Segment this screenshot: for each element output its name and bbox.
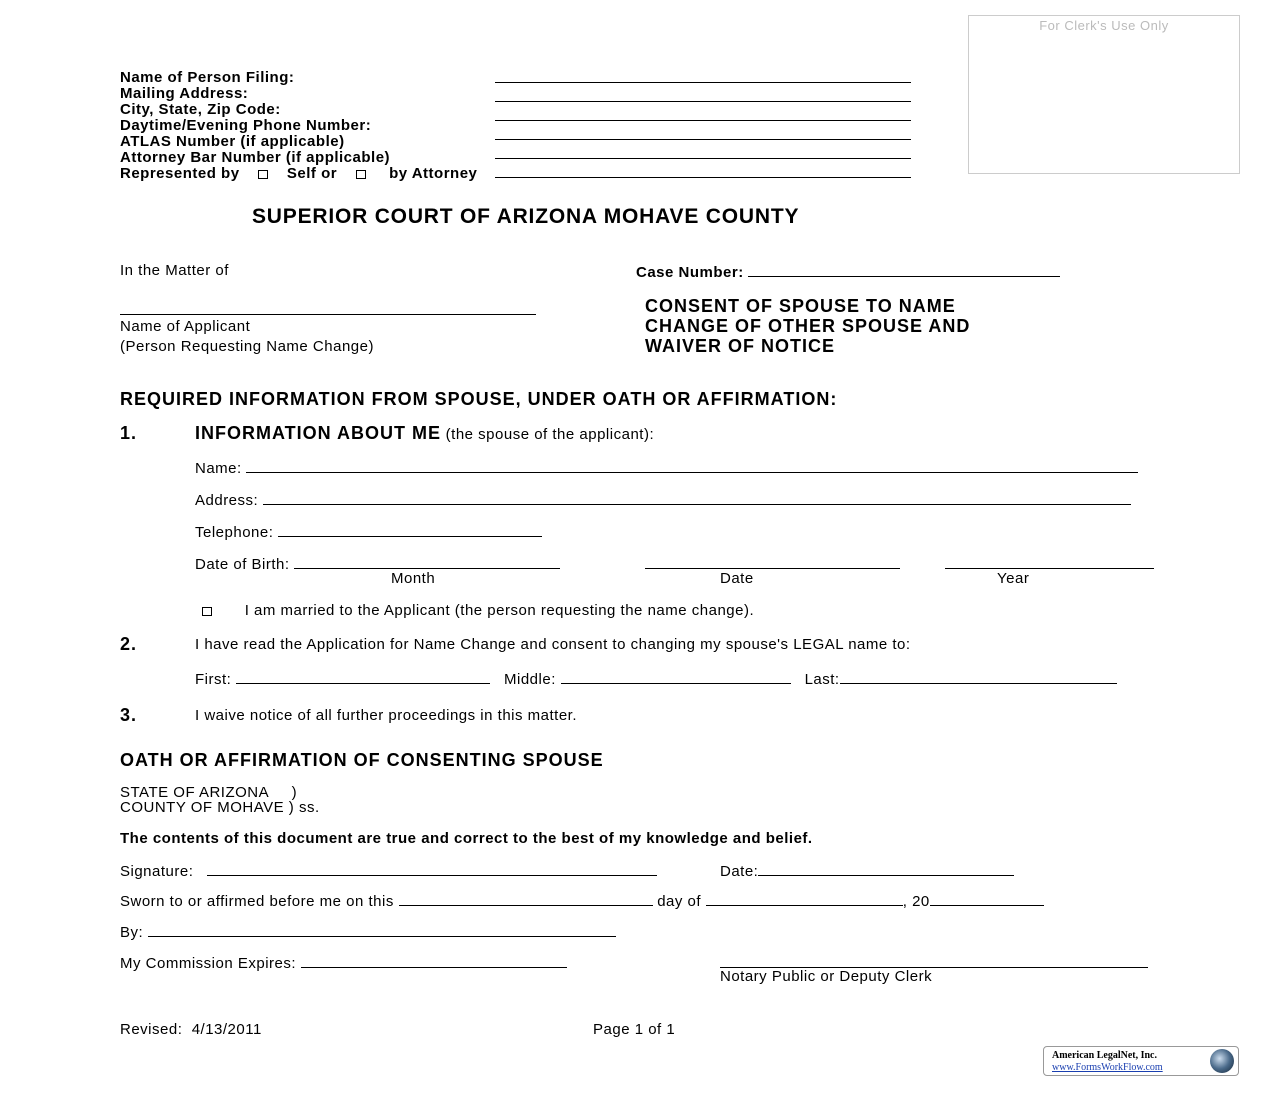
clerk-use-box <box>968 15 1240 174</box>
commission-field[interactable] <box>301 953 567 968</box>
filer-label: City, State, Zip Code: <box>120 101 281 118</box>
mailing-address-field[interactable] <box>495 87 911 102</box>
spouse-address-field[interactable] <box>263 490 1131 505</box>
city-state-zip-field[interactable] <box>495 106 911 121</box>
commission-label: My Commission Expires: <box>120 955 297 972</box>
sworn-day-field[interactable] <box>399 891 653 906</box>
phone-field[interactable] <box>495 125 911 140</box>
represented-label: Represented by <box>120 165 240 182</box>
sworn-year-field[interactable] <box>930 891 1044 906</box>
section-1-title: INFORMATION ABOUT ME <box>195 423 441 443</box>
spouse-name-field[interactable] <box>246 458 1138 473</box>
logo-url-link[interactable]: www.FormsWorkFlow.com <box>1052 1062 1163 1073</box>
dob-label: Date of Birth: <box>195 556 290 573</box>
section-3-text: I waive notice of all further proceedings in this matter. <box>195 707 578 724</box>
sign-date-label: Date: <box>720 863 759 880</box>
filer-label: Name of Person Filing: <box>120 69 295 86</box>
section-1-subtitle: (the spouse of the applicant): <box>445 426 655 443</box>
sworn-month-field[interactable] <box>706 891 903 906</box>
doc-title-line: CHANGE OF OTHER SPOUSE AND <box>645 316 971 336</box>
doc-title-line: CONSENT OF SPOUSE TO NAME <box>645 296 956 316</box>
state-line: STATE OF ARIZONA ) <box>120 784 298 801</box>
signature-field[interactable] <box>207 861 657 876</box>
married-checkbox[interactable] <box>202 607 212 616</box>
sign-date-field[interactable] <box>758 861 1014 876</box>
notary-signature-field[interactable] <box>720 953 1148 968</box>
self-checkbox[interactable] <box>258 170 268 179</box>
attorney-checkbox[interactable] <box>356 170 366 179</box>
required-heading: REQUIRED INFORMATION FROM SPOUSE, UNDER OATH OR AFFIRMATION: <box>120 389 838 409</box>
first-name-field[interactable] <box>236 669 490 684</box>
court-title: SUPERIOR COURT OF ARIZONA MOHAVE COUNTY <box>252 205 800 228</box>
globe-icon <box>1210 1049 1234 1073</box>
revised-date: Revised: 4/13/2011 <box>120 1021 262 1038</box>
date-label: Date <box>720 570 754 587</box>
last-label: Last: <box>804 671 840 688</box>
by-label: By: <box>120 924 144 941</box>
month-label: Month <box>391 570 436 587</box>
filer-label: ATLAS Number (if applicable) <box>120 133 345 150</box>
middle-label: Middle: <box>504 671 556 688</box>
atlas-number-field[interactable] <box>495 144 911 159</box>
filer-info-lines <box>495 68 911 182</box>
doc-title-line: WAIVER OF NOTICE <box>645 336 836 356</box>
attorney-label: by Attorney <box>389 165 478 182</box>
by-field[interactable] <box>148 922 616 937</box>
section-2-text: I have read the Application for Name Change and consent to changing my spouse's LEGAL name to: <box>195 636 911 653</box>
filer-label: Daytime/Evening Phone Number: <box>120 117 372 134</box>
in-matter-label: In the Matter of <box>120 262 229 279</box>
section-2-number: 2. <box>120 634 138 654</box>
year-label: Year <box>997 570 1030 587</box>
dob-date-field[interactable] <box>645 554 900 569</box>
first-label: First: <box>195 671 232 688</box>
case-number-field[interactable] <box>748 262 1060 277</box>
applicant-name-field[interactable] <box>120 300 536 315</box>
spouse-telephone-field[interactable] <box>278 522 542 537</box>
dob-year-field[interactable] <box>945 554 1154 569</box>
page-number: Page 1 of 1 <box>593 1021 676 1038</box>
document-title <box>645 296 970 356</box>
applicant-note: (Person Requesting Name Change) <box>120 338 374 355</box>
sworn-label: Sworn to or affirmed before me on this <box>120 893 394 910</box>
american-legalnet-logo <box>1043 1046 1239 1076</box>
address-label: Address: <box>195 492 259 509</box>
dob-month-field[interactable] <box>294 554 560 569</box>
notary-label: Notary Public or Deputy Clerk <box>720 968 933 985</box>
case-number-label: Case Number: <box>636 264 744 281</box>
middle-name-field[interactable] <box>561 669 791 684</box>
day-of-label: day of <box>657 893 702 910</box>
section-3-number: 3. <box>120 705 138 725</box>
bar-number-field[interactable] <box>495 163 911 178</box>
applicant-label: Name of Applicant <box>120 318 251 335</box>
telephone-label: Telephone: <box>195 524 274 541</box>
oath-heading: OATH OR AFFIRMATION OF CONSENTING SPOUSE <box>120 750 604 770</box>
married-label: I am married to the Applicant (the person requesting the name change). <box>244 602 755 619</box>
filer-label: Attorney Bar Number (if applicable) <box>120 149 391 166</box>
section-1-number: 1. <box>120 423 138 443</box>
signature-label: Signature: <box>120 863 194 880</box>
logo-name: American LegalNet, Inc. <box>1052 1050 1157 1061</box>
self-label: Self or <box>286 165 338 182</box>
last-name-field[interactable] <box>840 669 1117 684</box>
county-line: COUNTY OF MOHAVE ) ss. <box>120 799 320 816</box>
year-prefix: , 20 <box>902 893 930 910</box>
filer-info-labels <box>120 70 477 182</box>
filer-name-field[interactable] <box>495 68 911 83</box>
oath-statement: The contents of this document are true and correct to the best of my knowledge and belief. <box>120 830 813 847</box>
clerk-box-label: For Clerk's Use Only <box>1039 18 1169 33</box>
name-label: Name: <box>195 460 242 477</box>
filer-label: Mailing Address: <box>120 85 249 102</box>
